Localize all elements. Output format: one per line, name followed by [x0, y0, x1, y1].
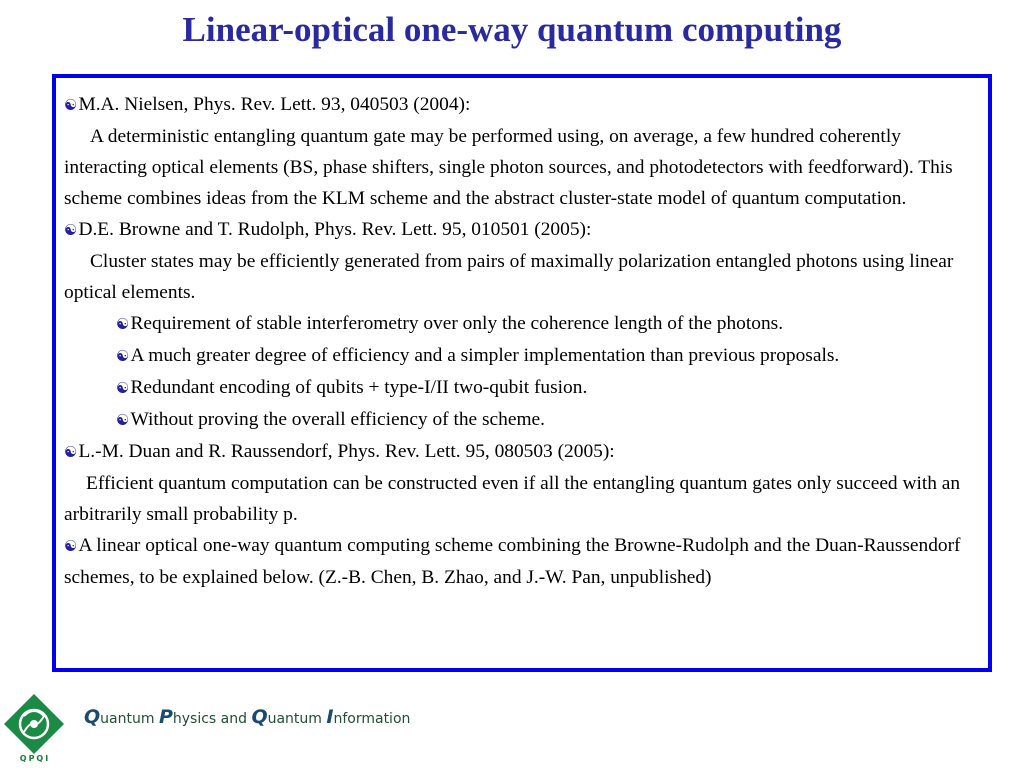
content-box	[52, 74, 992, 672]
logo-letters: QPQI	[19, 754, 51, 763]
footer-cap-q: Q	[84, 706, 101, 728]
paragraph-ref-duan	[64, 436, 980, 468]
footer-cap-i: I	[326, 706, 334, 728]
yin-yang-bullet-icon: ☯	[116, 379, 130, 397]
paragraph-ref-combined	[64, 530, 980, 593]
yin-yang-bullet-icon: ☯	[116, 315, 130, 333]
yin-yang-bullet-icon: ☯	[64, 221, 78, 239]
paragraph-text: Requirement of stable interferometry over only the coherence length of the photons.	[130, 313, 784, 334]
yin-yang-bullet-icon: ☯	[64, 537, 78, 555]
footer-text	[84, 706, 410, 728]
sub-bullet-efficiency	[64, 340, 980, 372]
paragraph-text: L.-M. Duan and R. Raussendorf, Phys. Rev. Lett. 95, 080503 (2005):	[78, 441, 615, 462]
footer-cap-q: Q	[251, 706, 268, 728]
slide-title: Linear-optical one-way quantum computing	[182, 10, 842, 49]
paragraph-body-nielsen: A deterministic entangling quantum gate may be performed using, on average, a few hundred coherently interacting optical elements (BS, phase shifters, single photon sources, and photodetectors with feedforward). This scheme combines ideas from the KLM scheme and the abstract cluster-state model of quantum computation.	[64, 126, 953, 209]
paragraph-ref-nielsen	[64, 89, 980, 121]
sub-bullet-without-proving	[64, 404, 980, 436]
sub-bullet-interferometry	[64, 308, 980, 340]
paragraph-text: D.E. Browne and T. Rudolph, Phys. Rev. Lett. 95, 010501 (2005):	[78, 219, 592, 240]
footer-word: uantum	[267, 711, 327, 727]
sub-bullet-encoding	[64, 372, 980, 404]
footer-word: uantum	[100, 711, 159, 727]
paragraph-text: A linear optical one-way quantum computing scheme combining the Browne-Rudolph and the Duan-Raussendorf schemes, to be explained below. (Z.-B. Chen, B. Zhao, and J.-W. Pan, unpublished)	[64, 535, 961, 588]
yin-yang-bullet-icon: ☯	[116, 411, 130, 429]
paragraph-body-duan: Efficient quantum computation can be constructed even if all the entangling quantum gates only succeed with an arbitrarily small probability p.	[64, 473, 961, 525]
yin-yang-bullet-icon: ☯	[64, 96, 78, 114]
qpqi-logo-icon	[2, 692, 66, 756]
yin-yang-bullet-icon: ☯	[64, 443, 78, 461]
footer-word: nformation	[333, 711, 411, 727]
footer-word: hysics and	[172, 711, 252, 727]
paragraph-body-browne: Cluster states may be efficiently generated from pairs of maximally polarization entangled photons using linear optical elements.	[64, 251, 954, 303]
footer	[0, 682, 1024, 768]
footer-cap-p: P	[158, 706, 173, 728]
paragraph-ref-browne	[64, 214, 980, 246]
paragraph-text: Without proving the overall efficiency of the scheme.	[130, 409, 545, 430]
paragraph-text: M.A. Nielsen, Phys. Rev. Lett. 93, 040503 (2004):	[78, 94, 471, 115]
paragraph-text: Redundant encoding of qubits + type-I/II two-qubit fusion.	[130, 377, 588, 398]
paragraph-text: A much greater degree of efficiency and a simpler implementation than previous proposals.	[130, 345, 840, 366]
yin-yang-bullet-icon: ☯	[116, 347, 130, 365]
